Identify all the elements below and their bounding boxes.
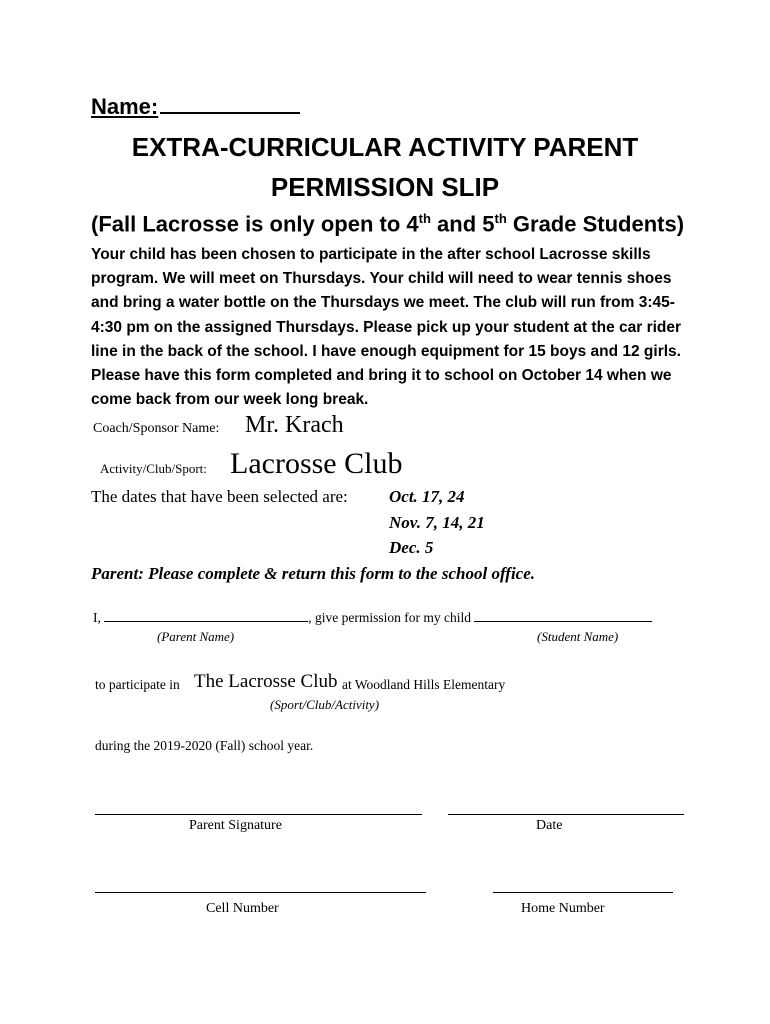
activity-caption: (Sport/Club/Activity) — [270, 697, 380, 712]
activity-label: Activity/Club/Sport: — [100, 461, 207, 476]
name-field[interactable] — [91, 94, 300, 120]
subtitle — [91, 211, 684, 237]
parent-name-caption: (Parent Name) — [157, 629, 235, 644]
home-number-caption: Home Number — [521, 901, 605, 916]
parent-name-blank[interactable] — [104, 611, 308, 622]
date-caption: Date — [536, 818, 563, 833]
subtitle-part2: and 5 — [430, 211, 495, 237]
date-item-3: Dec. 5 — [389, 538, 434, 557]
parent-signature-line[interactable] — [95, 814, 422, 815]
name-label: Name: — [91, 94, 159, 119]
cell-number-line[interactable] — [95, 892, 426, 893]
activity-value: Lacrosse Club — [230, 447, 403, 480]
subtitle-sup1: th — [418, 211, 431, 226]
student-name-blank[interactable] — [474, 611, 652, 622]
page-title-line2: PERMISSION SLIP — [270, 172, 500, 202]
permission-prefix: I, — [93, 610, 105, 625]
date-line[interactable] — [448, 814, 684, 815]
permission-middle: , give permission for my child — [308, 610, 475, 625]
cell-number-caption: Cell Number — [206, 901, 279, 916]
parent-instruction: Parent: Please complete & return this form to the school office. — [91, 564, 536, 583]
home-number-line[interactable] — [493, 892, 673, 893]
permission-sentence — [93, 610, 652, 626]
name-blank[interactable] — [160, 94, 300, 114]
parent-signature-caption: Parent Signature — [189, 818, 282, 833]
subtitle-part1: (Fall Lacrosse is only open to 4 — [91, 211, 419, 237]
school-year-text: during the 2019-2020 (Fall) school year. — [95, 738, 314, 753]
activity-inline: The Lacrosse Club — [194, 671, 338, 692]
intro-paragraph: Your child has been chosen to participate in the after school Lacrosse skills program. We will meet on Thursdays. Your child will need to wear tennis shoes and bring a water bottle on the Thursdays we meet. The club will run from 3:45-4:30 pm on the assigned Thursdays. Please pick up your student at the car rider line in the back of the school. I have enough equipment for 15 boys and 12 girls. Please have this form completed and bring it to school on October 14 when we come back from our week long break. — [91, 246, 682, 409]
date-item-2: Nov. 7, 14, 21 — [389, 513, 485, 532]
date-item-1: Oct. 17, 24 — [389, 487, 465, 506]
coach-value: Mr. Krach — [245, 412, 344, 438]
coach-label: Coach/Sponsor Name: — [93, 421, 220, 436]
participate-suffix: at Woodland Hills Elementary — [342, 677, 506, 692]
dates-label: The dates that have been selected are: — [91, 487, 348, 506]
student-name-caption: (Student Name) — [537, 629, 619, 644]
page-title-line1: EXTRA-CURRICULAR ACTIVITY PARENT — [131, 132, 639, 162]
subtitle-part3: Grade Students) — [506, 211, 685, 237]
participate-prefix: to participate in — [95, 677, 180, 692]
subtitle-sup2: th — [494, 211, 507, 226]
